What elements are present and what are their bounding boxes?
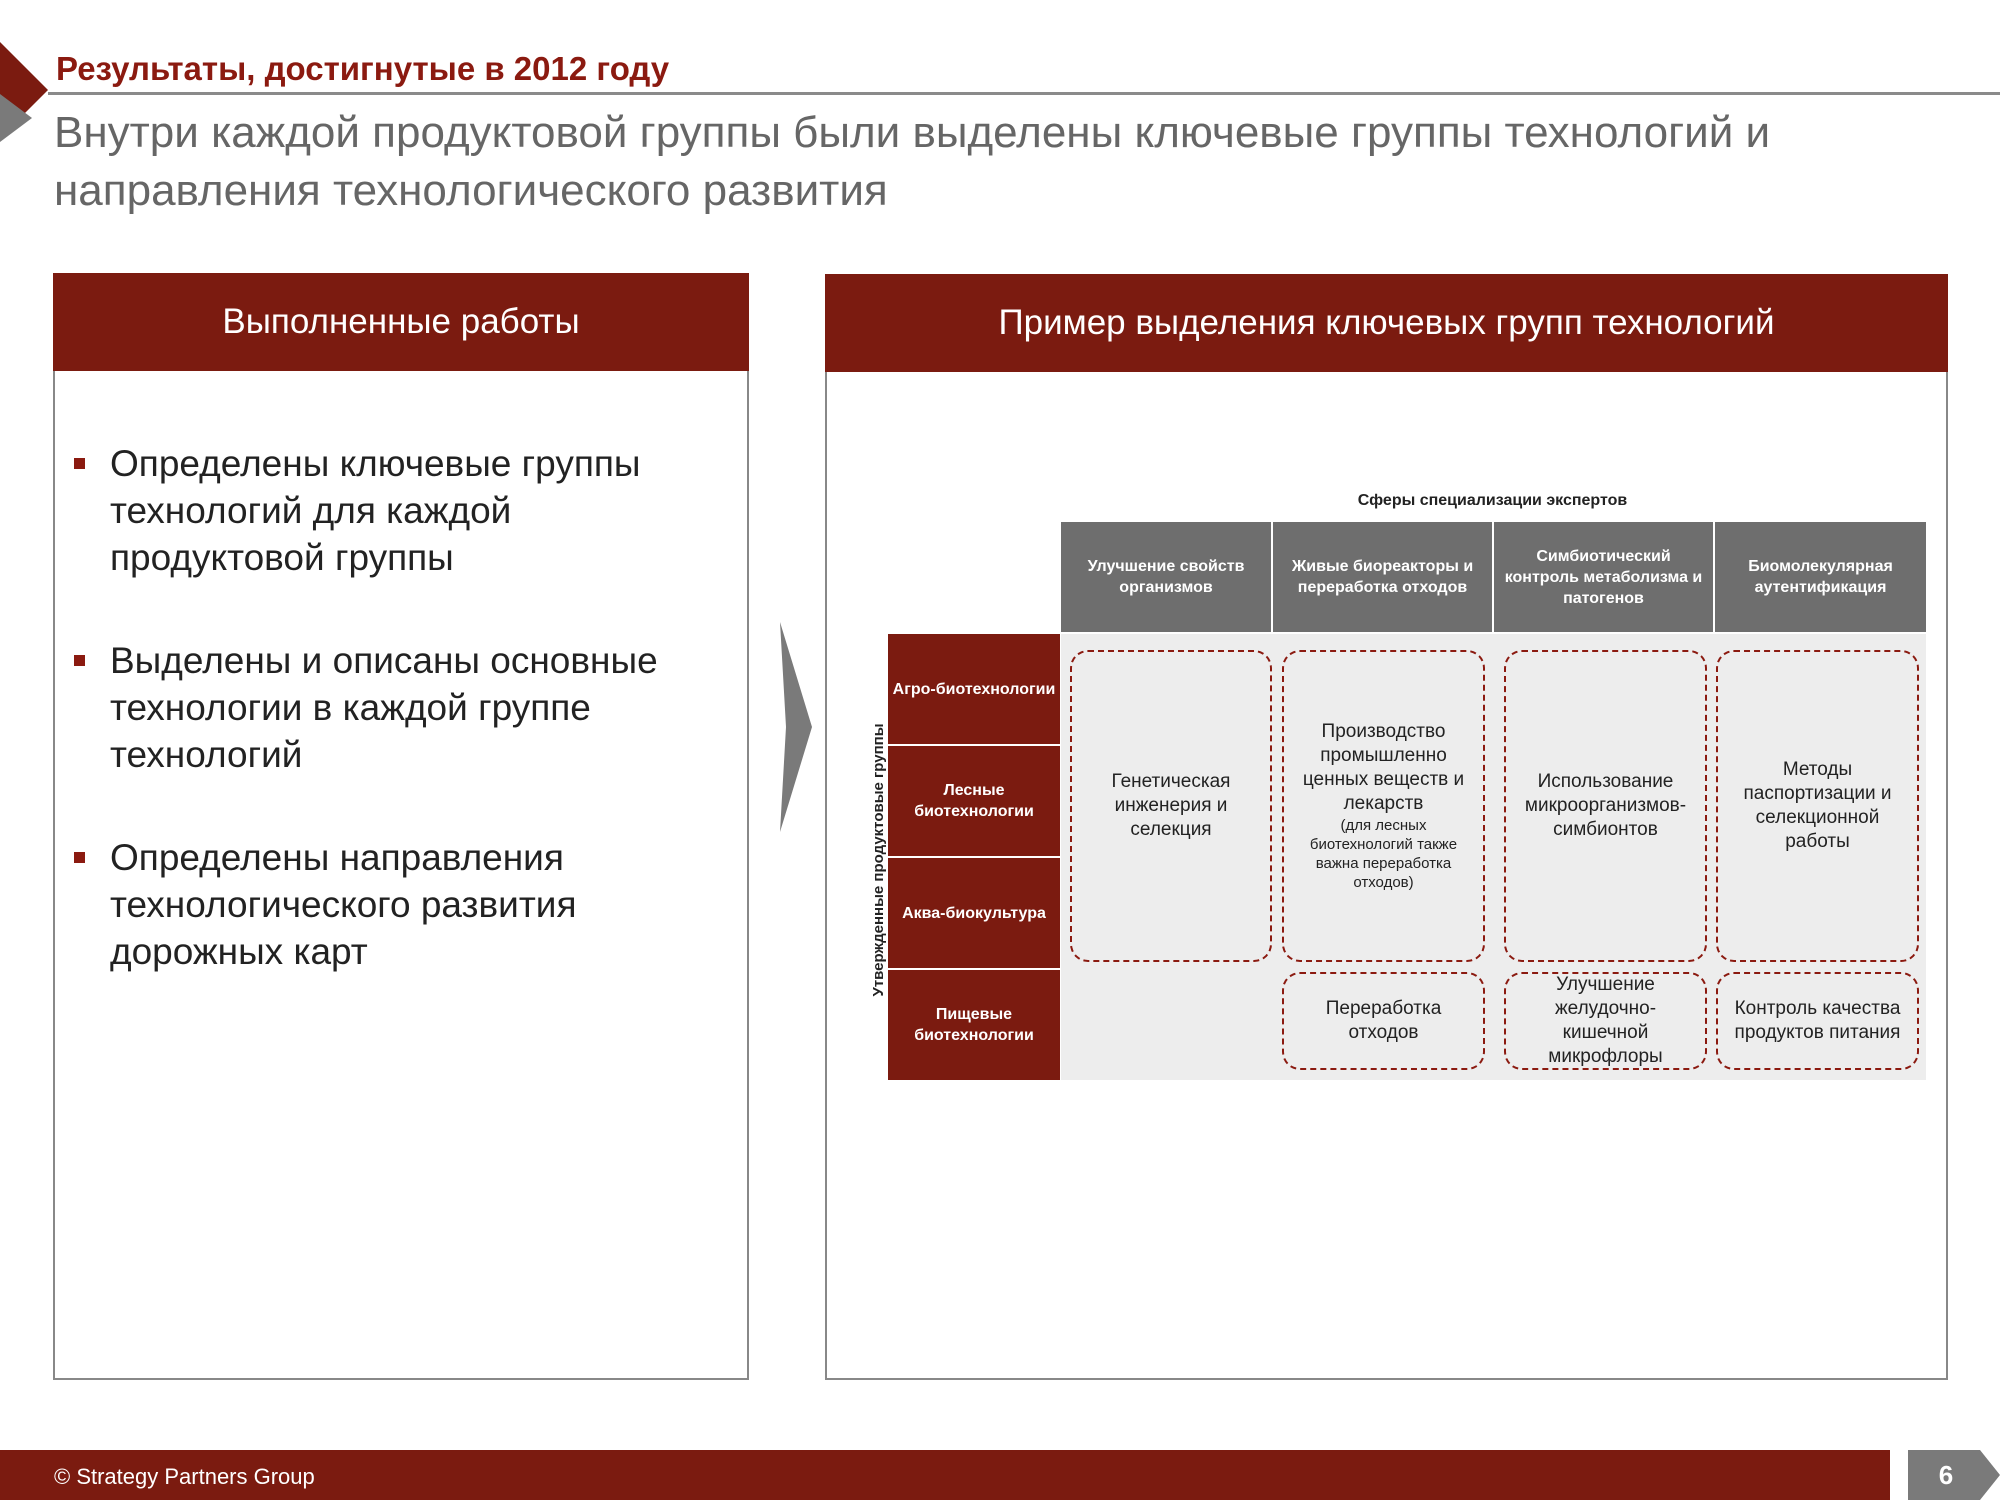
list-item — [72, 440, 722, 581]
bullet-square-icon — [74, 852, 85, 863]
cell-production-note: (для лесных биотехнологий также важна переработка отходов) — [1309, 817, 1458, 891]
cell-food-quality: Контроль качества продуктов питания — [1716, 972, 1919, 1070]
row-header: Аква-биокультура — [888, 858, 1060, 968]
bullet-list — [72, 440, 722, 1031]
bullet-text: Определены направления технологического развития дорожных карт — [110, 837, 577, 972]
column-header: Улучшение свойств организмов — [1061, 522, 1271, 632]
cell-production-main: Производство промышленно ценных веществ и лекарств — [1302, 721, 1465, 814]
header-rule — [48, 92, 2000, 95]
example-heading: Пример выделения ключевых групп технологий — [825, 274, 1948, 372]
cell-genetic-engineering: Генетическая инженерия и селекция — [1070, 650, 1272, 962]
copyright: © Strategy Partners Group — [54, 1464, 315, 1489]
rows-title: Утвержденные продуктовые группы — [870, 723, 887, 997]
header-grey-triangle — [0, 94, 32, 142]
column-header: Живые биореакторы и переработка отходов — [1273, 522, 1492, 632]
completed-work-heading: Выполненные работы — [53, 273, 749, 371]
cell-production — [1282, 650, 1485, 962]
row-header: Агро-биотехнологии — [888, 634, 1060, 744]
page-number: 6 — [1938, 1459, 1954, 1490]
row-header: Лесные биотехнологии — [888, 746, 1060, 856]
cell-symbionts: Использование микроорганизмов-симбионтов — [1504, 650, 1707, 962]
chevron-right-icon — [778, 622, 814, 832]
bullet-text: Выделены и описаны основные технологии в каждой группе технологий — [110, 640, 658, 775]
row-header: Пищевые биотехнологии — [888, 970, 1060, 1080]
cell-certification: Методы паспортизации и селекционной работы — [1716, 650, 1919, 962]
list-item — [72, 637, 722, 778]
bullet-text: Определены ключевые группы технологий для каждой продуктовой группы — [110, 443, 641, 578]
page-title: Внутри каждой продуктовой группы были выделены ключевые группы технологий и направления технологического развития — [54, 108, 1771, 215]
cell-microflora: Улучшение желудочно-кишечной микрофлоры — [1504, 972, 1707, 1070]
bullet-square-icon — [74, 458, 85, 469]
cell-waste-processing: Переработка отходов — [1282, 972, 1485, 1070]
columns-title: Сферы специализации экспертов — [1357, 492, 1628, 509]
bullet-square-icon — [74, 655, 85, 666]
column-header: Симбиотический контроль метаболизма и патогенов — [1494, 522, 1713, 632]
column-header: Биомолекулярная аутентификация — [1715, 522, 1926, 632]
list-item — [72, 834, 722, 975]
section-subtitle: Результаты, достигнутые в 2012 году — [56, 50, 670, 87]
